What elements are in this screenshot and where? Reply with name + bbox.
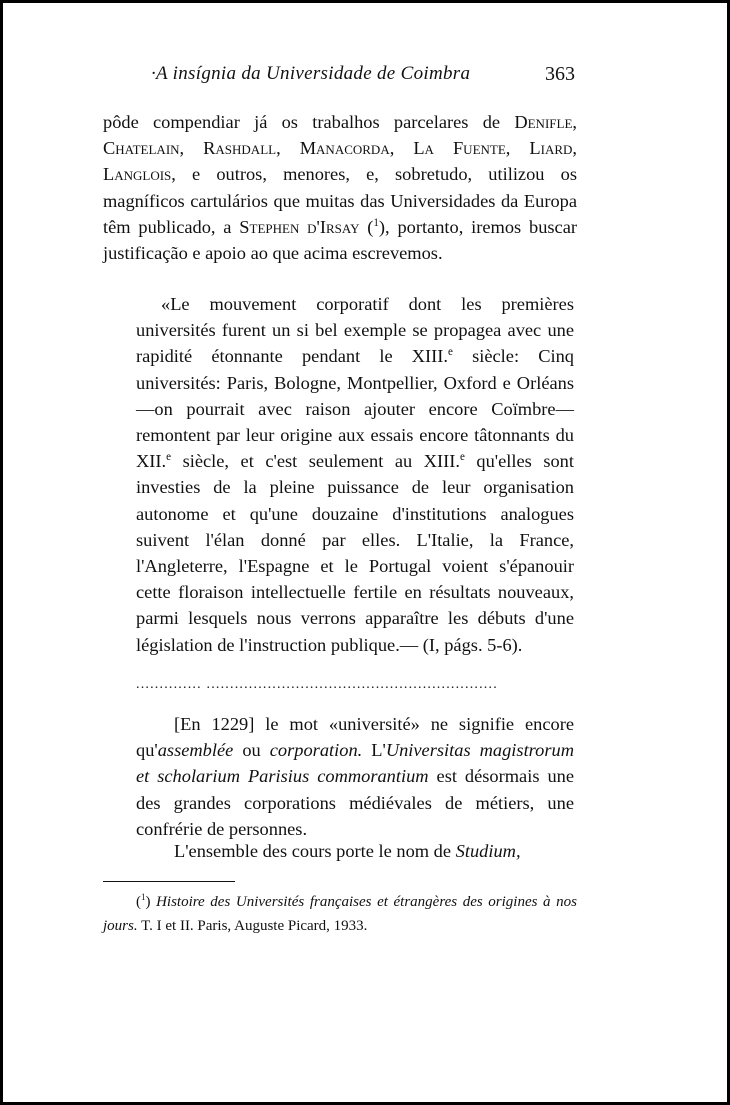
italic-term: Universitas magistrorum et scholarium Parisius commorantium	[136, 740, 574, 787]
page-number: 363	[545, 63, 575, 85]
text-run: ,	[389, 138, 414, 159]
italic-term: corporation.	[269, 740, 363, 761]
text-run: L'ensemble des cours porte le nom de	[174, 841, 456, 861]
text-run: ,	[572, 138, 578, 159]
text-run: ), portanto, iremos buscar justificação e apoio ao que acima escrevemos.	[103, 216, 577, 264]
text-run: siècle, et c'est seulement au XIII.	[171, 451, 460, 472]
text-run: ou	[233, 740, 270, 761]
author-liard: Liard	[529, 138, 573, 159]
footnote-reference: 1	[373, 216, 379, 229]
superscript: e	[459, 451, 465, 464]
superscript: e	[448, 346, 453, 359]
text-run: L'	[362, 740, 386, 761]
italic-term: assemblée	[157, 740, 234, 761]
ellipsis-separator: .............. ..............................................................	[136, 677, 498, 692]
quote-paragraph-3	[136, 838, 574, 864]
text-run: «Le mouvement corporatif dont les premières universités furent un si bel exemple se propagea avec une rapidité étonnante pendant le XIII.	[136, 294, 574, 367]
author-manacorda: Manacorda	[299, 138, 390, 159]
quote-paragraph-1	[136, 291, 574, 658]
author-la-fuente: La Fuente	[413, 138, 506, 159]
text-run: est désormais une des grandes corporations médiévales de métiers, une confrérie de personnes.	[136, 766, 574, 839]
author-denifle: Denifle	[514, 112, 573, 132]
text-run: [En 1229] le mot «université» ne signifie encore qu'	[136, 714, 574, 761]
quote-paragraph-2	[136, 711, 574, 842]
text-run: siècle: Cinq universités: Paris, Bologne, Montpellier, Oxford e Orléans—on pourrait avec raison ajouter encore Coïmbre—remontent par leur origine aux essais encore tâtonnants du XII.	[136, 346, 574, 472]
superscript: e	[166, 451, 172, 464]
footnote-mark: 1	[141, 892, 146, 902]
text-run: ,	[505, 138, 530, 159]
running-title: ·A insígnia da Universidade de Coimbra	[151, 63, 471, 84]
author-rashdall: Rashdall	[203, 138, 277, 159]
paragraph-intro	[103, 109, 577, 266]
footnote-rule	[103, 881, 235, 882]
footnote: ($^1$) Histoire des Universités françaises et étrangères des origines à nos jours. T. I et II. Paris, Auguste Picard, 1933.	[103, 892, 577, 934]
text-run: ,	[276, 138, 300, 159]
text-run: , e outros, menores, e, sobretudo, utilizou os magníficos cartulários que muitas das Universidades da Europa têm publicado, a	[103, 164, 577, 237]
text-run: ,	[572, 112, 577, 132]
italic-term: Studium,	[455, 841, 521, 861]
text-run: qu'elles sont investies de la pleine puissance de leur organisation autonome et qu'une douzaine d'institutions analogues suivent l'élan donné par elles. L'Italie, la France, l'Angleterre, l'Espagne et le Portugal voient s'épanouir cette floraison intellectuelle fertile en résultats nouveaux, parmi lesquels nous verrons apparaître les débuts d'une législation de l'instruction publique.— (I, págs. 5-6).	[136, 451, 574, 655]
author-chatelain: Chatelain	[103, 138, 180, 159]
text-run: pôde compendiar já os trabalhos parcelares de	[103, 112, 515, 132]
text-run: ,	[179, 138, 204, 159]
text-run: (	[359, 216, 374, 237]
author-langlois: Langlois	[103, 164, 172, 185]
footnote-details: T. I et II. Paris, Auguste Picard, 1933.	[137, 918, 368, 934]
author-stephen-dirsay: Stephen d'Irsay	[239, 216, 360, 237]
footnote-title: Histoire des Universités françaises et étrangères des origines à nos jours.	[103, 894, 577, 934]
page-header	[103, 63, 575, 93]
